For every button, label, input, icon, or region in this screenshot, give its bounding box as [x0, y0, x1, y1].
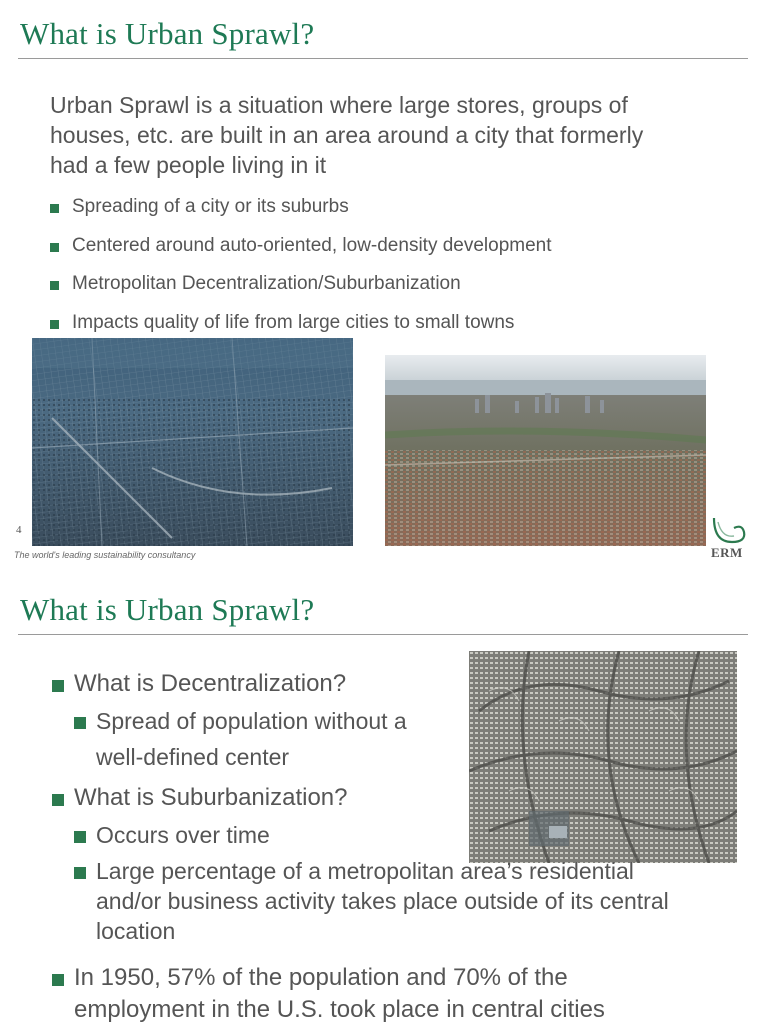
urban-sprawl-question-list [52, 668, 752, 1024]
slide-1-title: What is Urban Sprawl? [20, 16, 315, 51]
sprawl-bullet-list [50, 195, 552, 349]
bullet-square-icon [74, 717, 86, 729]
erm-logo-text: ERM [711, 545, 743, 560]
bullet-square-icon [50, 281, 59, 290]
bullet-square-icon [52, 680, 64, 692]
list-item: Metropolitan Decentralization/Suburbanization [50, 272, 552, 311]
list-item: Impacts quality of life from large cities to small towns [50, 311, 552, 350]
page-number: 4 [16, 524, 22, 536]
bullet-square-icon [50, 204, 59, 213]
list-item: Large percentage of a metropolitan area’s residential and/or business activity takes place outside of its central location [52, 856, 752, 946]
list-item: What is Decentralization? [52, 668, 752, 700]
list-item: In 1950, 57% of the population and 70% of the employment in the U.S. took place in central cities [52, 962, 752, 1024]
title-divider [18, 634, 748, 635]
slide-2-title: What is Urban Sprawl? [20, 592, 315, 627]
bullet-square-icon [74, 831, 86, 843]
intro-paragraph [50, 90, 750, 180]
bullet-square-icon [74, 867, 86, 879]
list-item: What is Suburbanization? [52, 782, 752, 814]
list-item: Spread of population without a well-defined center [52, 706, 752, 772]
bullet-square-icon [52, 974, 64, 986]
intro-line: had a few people living in it [50, 152, 327, 178]
title-divider [18, 58, 748, 59]
bullet-square-icon [50, 320, 59, 329]
intro-line: Urban Sprawl is a situation where large stores, groups of [50, 92, 628, 118]
bullet-square-icon [52, 794, 64, 806]
aerial-skyline-sprawl-photo [385, 355, 706, 546]
company-tagline: The world's leading sustainability consultancy [14, 550, 196, 560]
slide-2 [0, 580, 768, 1024]
list-item: Spreading of a city or its suburbs [50, 195, 552, 234]
list-item: Occurs over time [52, 820, 752, 850]
aerial-city-grid-photo [32, 338, 353, 546]
intro-line: houses, etc. are built in an area around a city that formerly [50, 122, 644, 148]
bullet-square-icon [50, 243, 59, 252]
list-item: Centered around auto-oriented, low-density development [50, 234, 552, 273]
